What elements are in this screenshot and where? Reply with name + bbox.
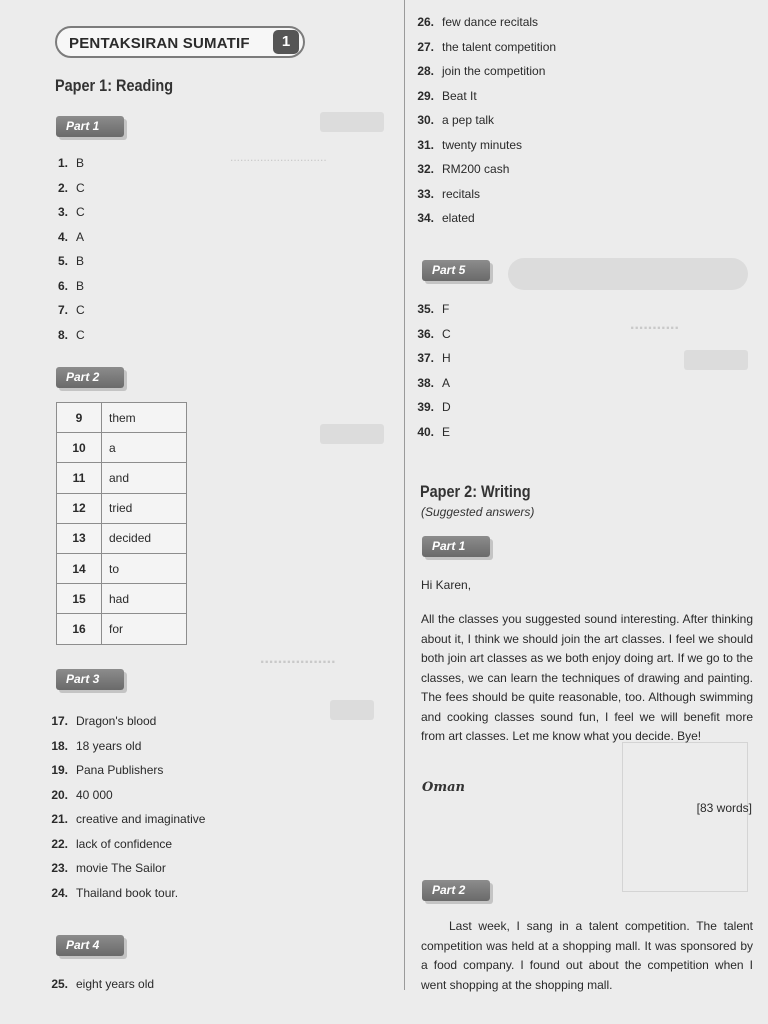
part1-badge: Part 1	[56, 116, 124, 137]
list-item: 5. B	[57, 254, 85, 268]
list-item: 7. C	[57, 303, 85, 317]
assessment-banner	[55, 26, 305, 58]
list-item: 18. 18 years old	[51, 738, 142, 753]
table-row: 11 and	[57, 463, 187, 493]
paper2-heading: Paper 2: Writing	[420, 482, 531, 501]
banner-title: PENTAKSIRAN SUMATIF	[69, 35, 250, 52]
list-item: 29. Beat It	[417, 88, 477, 103]
table-row: 15 had	[57, 584, 187, 614]
part5-badge: Part 5	[422, 260, 490, 281]
list-item: 21. creative and imaginative	[51, 812, 206, 826]
list-item: 31. twenty minutes	[417, 137, 523, 152]
list-item: 40. E	[417, 424, 451, 439]
list-item: 34. elated	[417, 211, 475, 225]
list-item: 24. Thailand book tour.	[51, 885, 179, 900]
paper2-part2-badge: Part 2	[422, 880, 490, 901]
list-item: 27. the talent competition	[417, 39, 557, 54]
part3-answer-list	[40, 713, 205, 909]
table-row: 16 for	[57, 614, 187, 644]
word-count: [83 words]	[696, 801, 752, 815]
list-item: 28. join the competition	[417, 64, 546, 78]
list-item: 8. C	[57, 327, 85, 342]
table-row: 14 to	[57, 553, 187, 583]
list-item: 2. C	[57, 180, 85, 195]
table-row: 12 tried	[57, 493, 187, 523]
paper2-part1-badge: Part 1	[422, 536, 490, 557]
list-item: 20. 40 000	[51, 787, 113, 802]
list-item: 22. lack of confidence	[51, 836, 173, 851]
part4-answer-list-left	[40, 976, 154, 1001]
list-item: 19. Pana Publishers	[51, 763, 164, 777]
story-body: Last week, I sang in a talent competition. The talent competition was held at a shopping mall. It was sponsored by a food company. I found out about the competition when I went shopping at the shopping mall.	[421, 919, 753, 992]
list-item: 23. movie The Sailor	[51, 861, 166, 875]
list-item: 36. C	[417, 326, 451, 341]
column-divider	[404, 0, 405, 990]
paper1-heading: Paper 1: Reading	[55, 76, 174, 95]
list-item: 4. A	[57, 229, 85, 244]
part2-badge: Part 2	[56, 367, 124, 388]
part2-answer-table	[56, 402, 187, 645]
list-item: 39. D	[417, 400, 451, 414]
table-row: 13 decided	[57, 523, 187, 553]
list-item: 25. eight years old	[51, 977, 155, 991]
list-item: 3. C	[57, 205, 85, 219]
table-row: 10 a	[57, 433, 187, 463]
table-row: 9 them	[57, 403, 187, 433]
part5-answer-list	[406, 301, 451, 448]
part4-badge: Part 4	[56, 935, 124, 956]
list-item: 17. Dragon's blood	[51, 714, 157, 728]
list-item: 35. F	[417, 302, 450, 316]
list-item: 26. few dance recitals	[417, 15, 539, 29]
list-item: 6. B	[57, 278, 85, 293]
list-item: 37. H	[417, 351, 451, 365]
letter-body: All the classes you suggested sound interesting. After thinking about it, I think we should join the art classes. I feel we should both join art classes as we both enjoy doing art. If we go to the classes, we can learn the techniques of drawing and painting. The fees should be quite reasonable, too. Although swimming and cooking classes sound fun, I feel we will benefit more from art classes. Let me know what you decide. Bye!	[421, 612, 753, 743]
answer-key-page: ............................. ................. ........... PENTAKSIRAN SUMATIF 1 Paper 1: Reading Part 1 1. B 2. C 3. C 4. A 5. B 6. B 7. C 8. C Part 2 9 them 10 a 11 and 12 tried 13 decided 14 to 15 had 16 for Part 3 17. Dragon's blood 18. 18 years old 19. Pana Publishers 20. 40 000 21. creative and imaginative 22. lack of confidence 23. movie The Sailor 24. Thailand book tour. Part 4 25. eight years old 26. few dance recitals 27. the talent competition 28. join the competition 29. Beat It 30. a pep talk 31. twenty minutes 32. RM200 cash 33. recitals 34. elated Part 5 35. F 36. C 37. H 38. A 39. D 40. E Paper 2: Writing (Suggested answers) Part 1 Hi Karen, All the classes you suggested sound interesting. After thinking about it, I think we should join the art classes. I feel we should both join art classes as we both enjoy doing art. If we go to the classes, we can learn the techniques of drawing and painting. The fees should be quite reasonable, too. Although swimming and cooking classes sound fun, I feel we will benefit more from art classes. Let me know what you decide. Bye! Oman [83 words] Part 2 Last week, I sang in a talent competition. The talent competition was held at a shopping mall. It was sponsored by a food company. I found out about the competition when I went shopping at the shopping mall.	[0, 0, 768, 1024]
list-item: 33. recitals	[417, 186, 481, 201]
list-item: 38. A	[417, 375, 451, 390]
part1-answer-list	[40, 155, 85, 351]
letter-greeting: Hi Karen,	[421, 578, 472, 592]
paper2-subheading: (Suggested answers)	[421, 505, 535, 519]
letter-signature: Oman	[422, 780, 465, 795]
part3-badge: Part 3	[56, 669, 124, 690]
part4-answer-list-right	[406, 14, 556, 235]
banner-number: 1	[273, 30, 299, 54]
list-item: 32. RM200 cash	[417, 162, 510, 176]
list-item: 30. a pep talk	[417, 113, 495, 127]
list-item: 1. B	[57, 156, 85, 170]
